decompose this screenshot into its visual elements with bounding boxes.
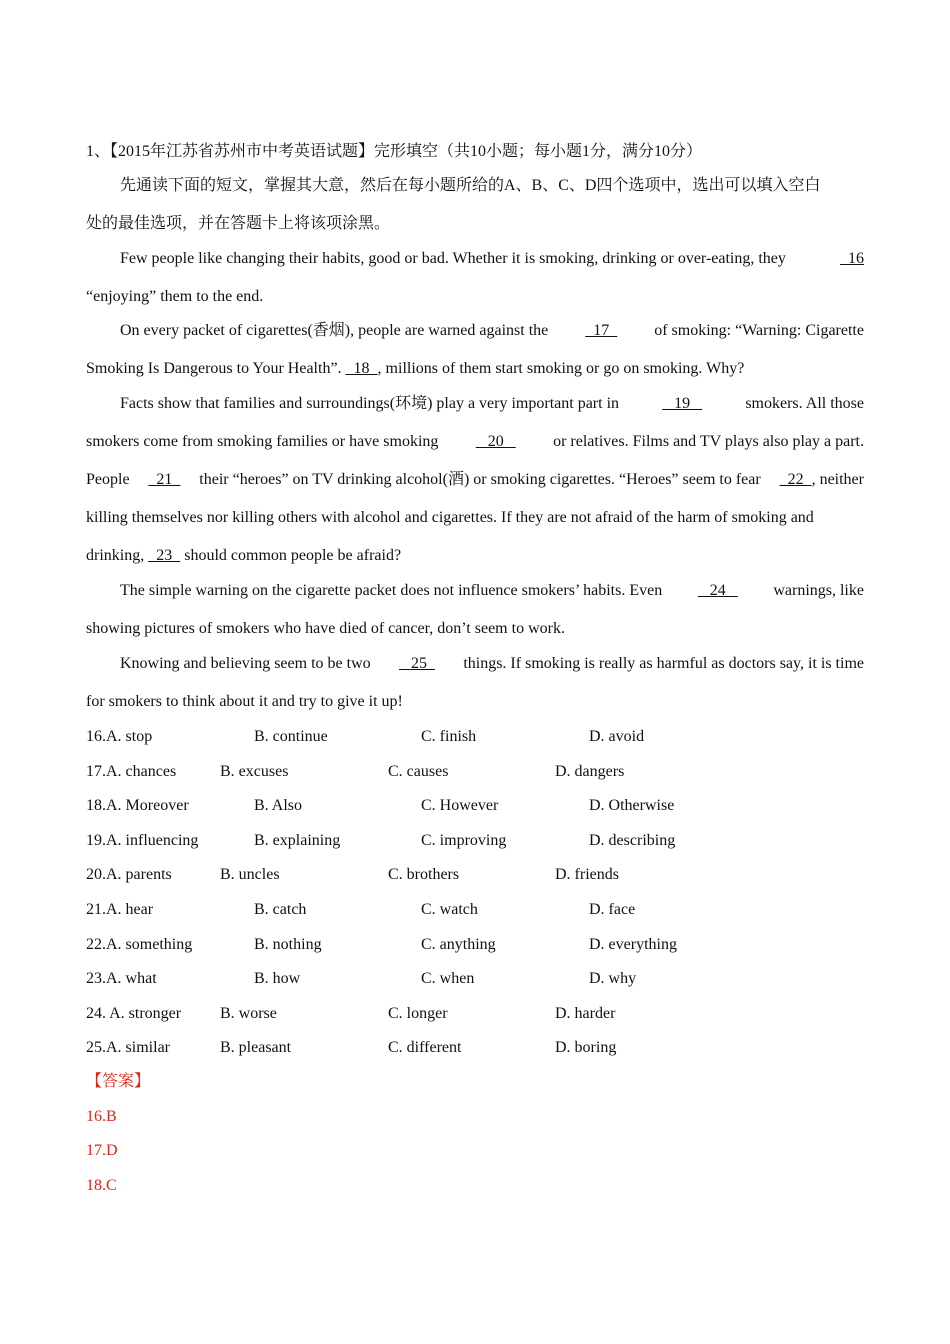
question-option-c: C. causes: [388, 763, 449, 780]
option-row: [86, 796, 864, 816]
question-option-c: C. longer: [388, 1005, 448, 1022]
question-option-d: D. Otherwise: [589, 797, 675, 814]
text: On every packet of cigarettes(香烟), people are warned against the: [120, 322, 549, 339]
question-option-b: B. Also: [254, 797, 303, 814]
question-option-a: 18.A. Moreover: [86, 797, 189, 814]
text: should common people be afraid?: [184, 547, 402, 564]
question-option-a: 19.A. influencing: [86, 832, 199, 849]
question-option-b: B. excuses: [220, 763, 289, 780]
question-option-d: D. describing: [589, 832, 676, 849]
question-option-a: 21.A. hear: [86, 901, 154, 918]
question-option-c: C. when: [421, 970, 475, 987]
option-row: [86, 1004, 864, 1024]
question-option-a: 16.A. stop: [86, 728, 153, 745]
question-option-d: D. dangers: [555, 763, 625, 780]
blank-24: 24: [697, 582, 738, 599]
answer-item: 17.D: [86, 1142, 118, 1159]
blank-21: 21: [148, 471, 181, 488]
paragraph-2-line-1: [120, 321, 864, 341]
option-row: [86, 865, 864, 885]
question-option-d: D. boring: [555, 1039, 617, 1056]
blank-22: 22: [779, 471, 812, 488]
question-option-b: B. how: [254, 970, 301, 987]
question-option-c: C. anything: [421, 936, 496, 953]
paragraph-1-line-1: [120, 249, 864, 269]
question-option-a: 17.A. chances: [86, 763, 177, 780]
text: or relatives. Films and TV plays also play a part.: [553, 433, 864, 450]
question-option-b: B. worse: [220, 1005, 277, 1022]
question-option-c: C. different: [388, 1039, 462, 1056]
question-option-b: B. continue: [254, 728, 328, 745]
question-title: 1、【2015年江苏省苏州市中考英语试题】完形填空（共10小题；每小题1分，满分10分）: [86, 143, 703, 160]
text: Facts show that families and surroundings(环境) play a very important part in: [120, 395, 620, 412]
question-option-d: D. everything: [589, 936, 677, 953]
text: smokers. All those: [745, 395, 864, 412]
blank-18: 18: [345, 360, 378, 377]
question-option-d: D. harder: [555, 1005, 616, 1022]
question-option-b: B. pleasant: [220, 1039, 292, 1056]
question-option-a: 23.A. what: [86, 970, 157, 987]
paragraph-3-line-3: [86, 470, 864, 490]
option-row: [86, 969, 864, 989]
paragraph-3-line-1: [120, 394, 864, 414]
question-option-a: 25.A. similar: [86, 1039, 170, 1056]
blank-16: 16: [840, 250, 864, 267]
option-row: [86, 727, 864, 747]
text: Few people like changing their habits, good or bad. Whether it is smoking, drinking or over-eating, they: [120, 250, 786, 267]
instruction-line-2: 处的最佳选项，并在答题卡上将该项涂黑。: [86, 215, 391, 232]
blank-17: 17: [585, 322, 618, 339]
option-row: [86, 831, 864, 851]
answer-item: 18.C: [86, 1177, 117, 1194]
question-option-d: D. friends: [555, 866, 619, 883]
paragraph-3-line-4: [86, 508, 864, 528]
paragraph-3-line-5: [86, 546, 401, 566]
question-option-c: C. watch: [421, 901, 478, 918]
text: killing themselves nor killing others with alcohol and cigarettes. If they are not afraid of the harm of smoking and: [86, 509, 814, 526]
text: Knowing and believing seem to be two: [120, 655, 371, 672]
question-option-a: 20.A. parents: [86, 866, 172, 883]
text: smokers come from smoking families or have smoking: [86, 433, 439, 450]
paragraph-5-line-1: [120, 654, 864, 674]
text: of smoking: “Warning: Cigarette: [654, 322, 864, 339]
paragraph-4-line-2: showing pictures of smokers who have died of cancer, don’t seem to work.: [86, 620, 565, 637]
blank-20: 20: [475, 433, 516, 450]
option-row: [86, 762, 864, 782]
blank-19: 19: [662, 395, 703, 412]
question-option-d: D. avoid: [589, 728, 645, 745]
answer-heading: 【答案】: [86, 1073, 151, 1090]
instruction-line-1: 先通读下面的短文，掌握其大意，然后在每小题所给的A、B、C、D四个选项中，选出可以填入空白: [120, 177, 821, 194]
question-option-d: D. why: [589, 970, 637, 987]
answer-item: 16.B: [86, 1108, 117, 1125]
paragraph-1-line-2: “enjoying” them to the end.: [86, 288, 264, 305]
paragraph-3-line-2: [86, 432, 864, 452]
text: , millions of them start smoking or go on smoking. Why?: [377, 360, 745, 377]
text: , neither: [811, 471, 864, 488]
paragraph-4-line-1: [120, 581, 864, 601]
question-option-a: 22.A. something: [86, 936, 193, 953]
text: The simple warning on the cigarette packet does not influence smokers’ habits. Even: [120, 582, 663, 599]
option-row: [86, 935, 864, 955]
question-option-b: B. nothing: [254, 936, 322, 953]
paragraph-5-line-2: for smokers to think about it and try to give it up!: [86, 693, 403, 710]
text: their “heroes” on TV drinking alcohol(酒) or smoking cigarettes. “Heroes” seem to fear: [199, 471, 761, 488]
blank-25: 25: [398, 655, 435, 672]
question-option-b: B. uncles: [220, 866, 280, 883]
question-option-b: B. catch: [254, 901, 307, 918]
question-option-c: C. brothers: [388, 866, 460, 883]
question-option-d: D. face: [589, 901, 636, 918]
option-row: [86, 1038, 864, 1058]
question-option-c: C. improving: [421, 832, 507, 849]
text: People: [86, 471, 130, 488]
text: things. If smoking is really as harmful as doctors say, it is time: [463, 655, 864, 672]
text: drinking,: [86, 547, 145, 564]
text: warnings, like: [773, 582, 864, 599]
option-row: [86, 900, 864, 920]
question-option-c: C. However: [421, 797, 499, 814]
paragraph-2-line-2: [86, 359, 744, 379]
question-option-c: C. finish: [421, 728, 477, 745]
text: Smoking Is Dangerous to Your Health”.: [86, 360, 342, 377]
blank-23: 23: [148, 547, 181, 564]
question-option-a: 24. A. stronger: [86, 1005, 182, 1022]
question-option-b: B. explaining: [254, 832, 341, 849]
